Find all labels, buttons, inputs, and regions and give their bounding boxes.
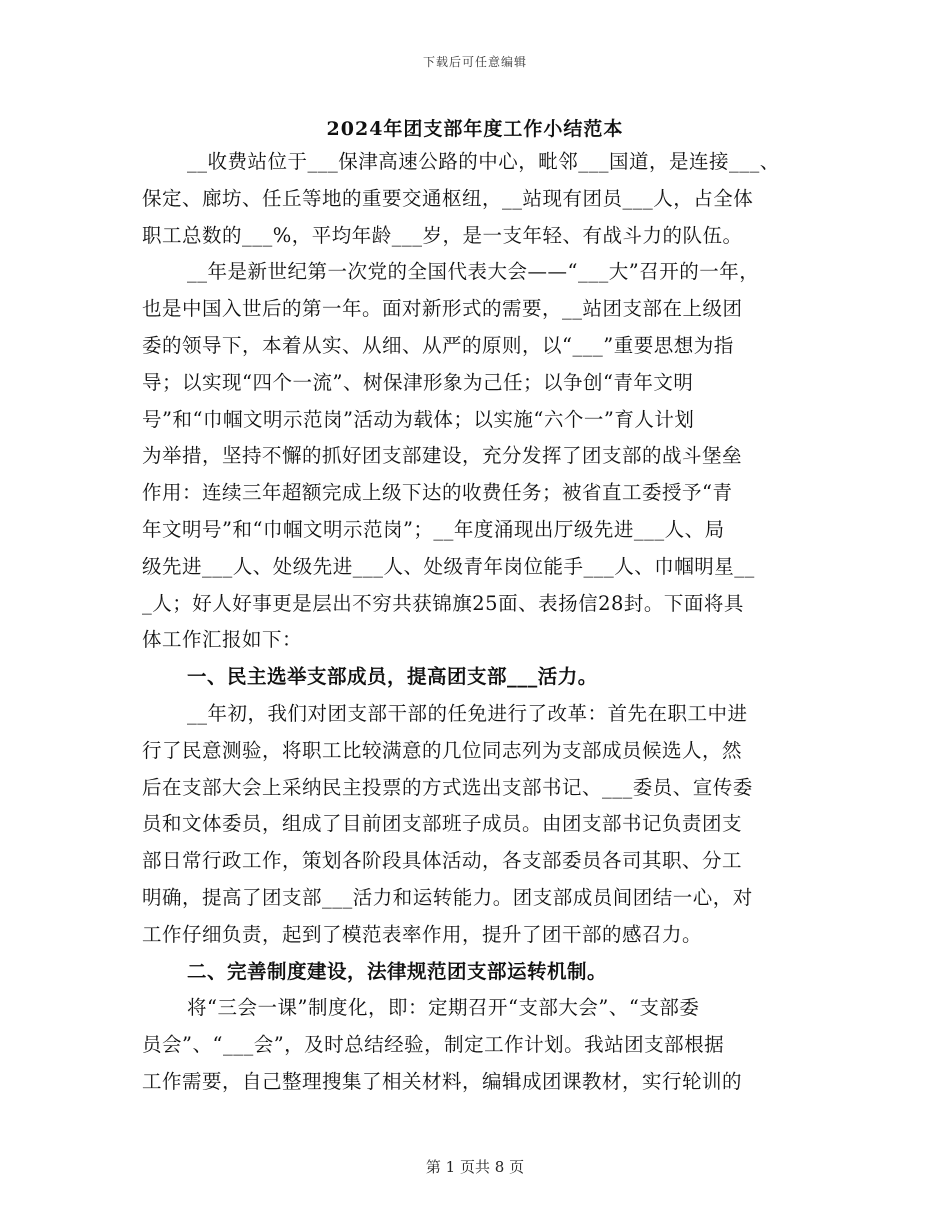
paragraph-line: 后在支部大会上采纳民主投票的方式选出支部书记、___委员、宣传委: [142, 775, 753, 799]
paragraph-line: __年初，我们对团支部干部的任免进行了改革：首先在职工中进: [187, 701, 748, 725]
paragraph-line: 也是中国入世后的第一年。面对新形式的需要，__站团支部在上级团: [142, 297, 743, 321]
section-heading: 一、民主选举支部成员，提高团支部___活力。: [187, 665, 598, 689]
paragraph-line: 年文明号”和“巾帼文明示范岗”；__年度涌现出厅级先进___人、局: [142, 517, 725, 541]
paragraph-line: 将“三会一课”制度化，即：定期召开“支部大会”、“支部委: [187, 996, 700, 1020]
paragraph-line: 职工总数的___%，平均年龄___岁，是一支年轻、有战斗力的队伍。: [142, 223, 743, 247]
paragraph-line: 委的领导下，本着从实、从细、从严的原则，以“___”重要思想为指: [142, 333, 734, 357]
document-body: [142, 144, 802, 1101]
paragraph-line: 部日常行政工作，策划各阶段具体活动，各支部委员各司其职、分工: [142, 849, 743, 873]
paragraph-line: 工作仔细负责，起到了模范表率作用，提升了团干部的感召力。: [142, 922, 703, 946]
paragraph-line: 级先进___人、处级先进___人、处级青年岗位能手___人、巾帼明星__: [142, 554, 755, 578]
paragraph-line: 为举措，坚持不懈的抓好团支部建设，充分发挥了团支部的战斗堡垒: [142, 444, 743, 468]
paragraph-line: 员会”、“___会”，及时总结经验，制定工作计划。我站团支部根据: [142, 1033, 725, 1057]
paragraph-line: 导；以实现“四个一流”、树保津形象为己任；以争创“青年文明: [142, 370, 694, 394]
page-footer: 第 1 页共 8 页: [425, 1158, 525, 1176]
document-title: 2024年团支部年度工作小结范本: [326, 118, 624, 140]
paragraph-line: 明确，提高了团支部___活力和运转能力。团支部成员间团结一心，对: [142, 885, 753, 909]
paragraph-line: 行了民意测验，将职工比较满意的几位同志列为支部成员候选人，然: [142, 738, 743, 762]
paragraph-line: __年是新世纪第一次党的全国代表大会——“___大”召开的一年，: [187, 260, 760, 284]
paragraph-line: 号”和“巾帼文明示范岗”活动为载体；以实施“六个一”育人计划: [142, 407, 695, 431]
paragraph-line: 保定、廊坊、任丘等地的重要交通枢纽，__站现有团员___人，占全体: [142, 186, 754, 210]
section-heading: 二、完善制度建设，法律规范团支部运转机制。: [187, 959, 608, 983]
paragraph-line: 员和文体委员，组成了目前团支部班子成员。由团支部书记负责团支: [142, 812, 743, 836]
paragraph-line: 工作需要，自己整理搜集了相关材料，编辑成团课教材，实行轮训的: [142, 1069, 743, 1093]
page-header: 下载后可任意编辑: [422, 55, 527, 69]
paragraph-line: _人；好人好事更是层出不穷共获锦旗25面、表扬信28封。下面将具: [142, 591, 744, 615]
paragraph-line: 作用：连续三年超额完成上级下达的收费任务；被省直工委授予“青: [142, 481, 733, 505]
paragraph-line: 体工作汇报如下：: [142, 628, 303, 652]
paragraph-line: __收费站位于___保津高速公路的中心，毗邻___国道，是连接___、: [187, 150, 780, 173]
